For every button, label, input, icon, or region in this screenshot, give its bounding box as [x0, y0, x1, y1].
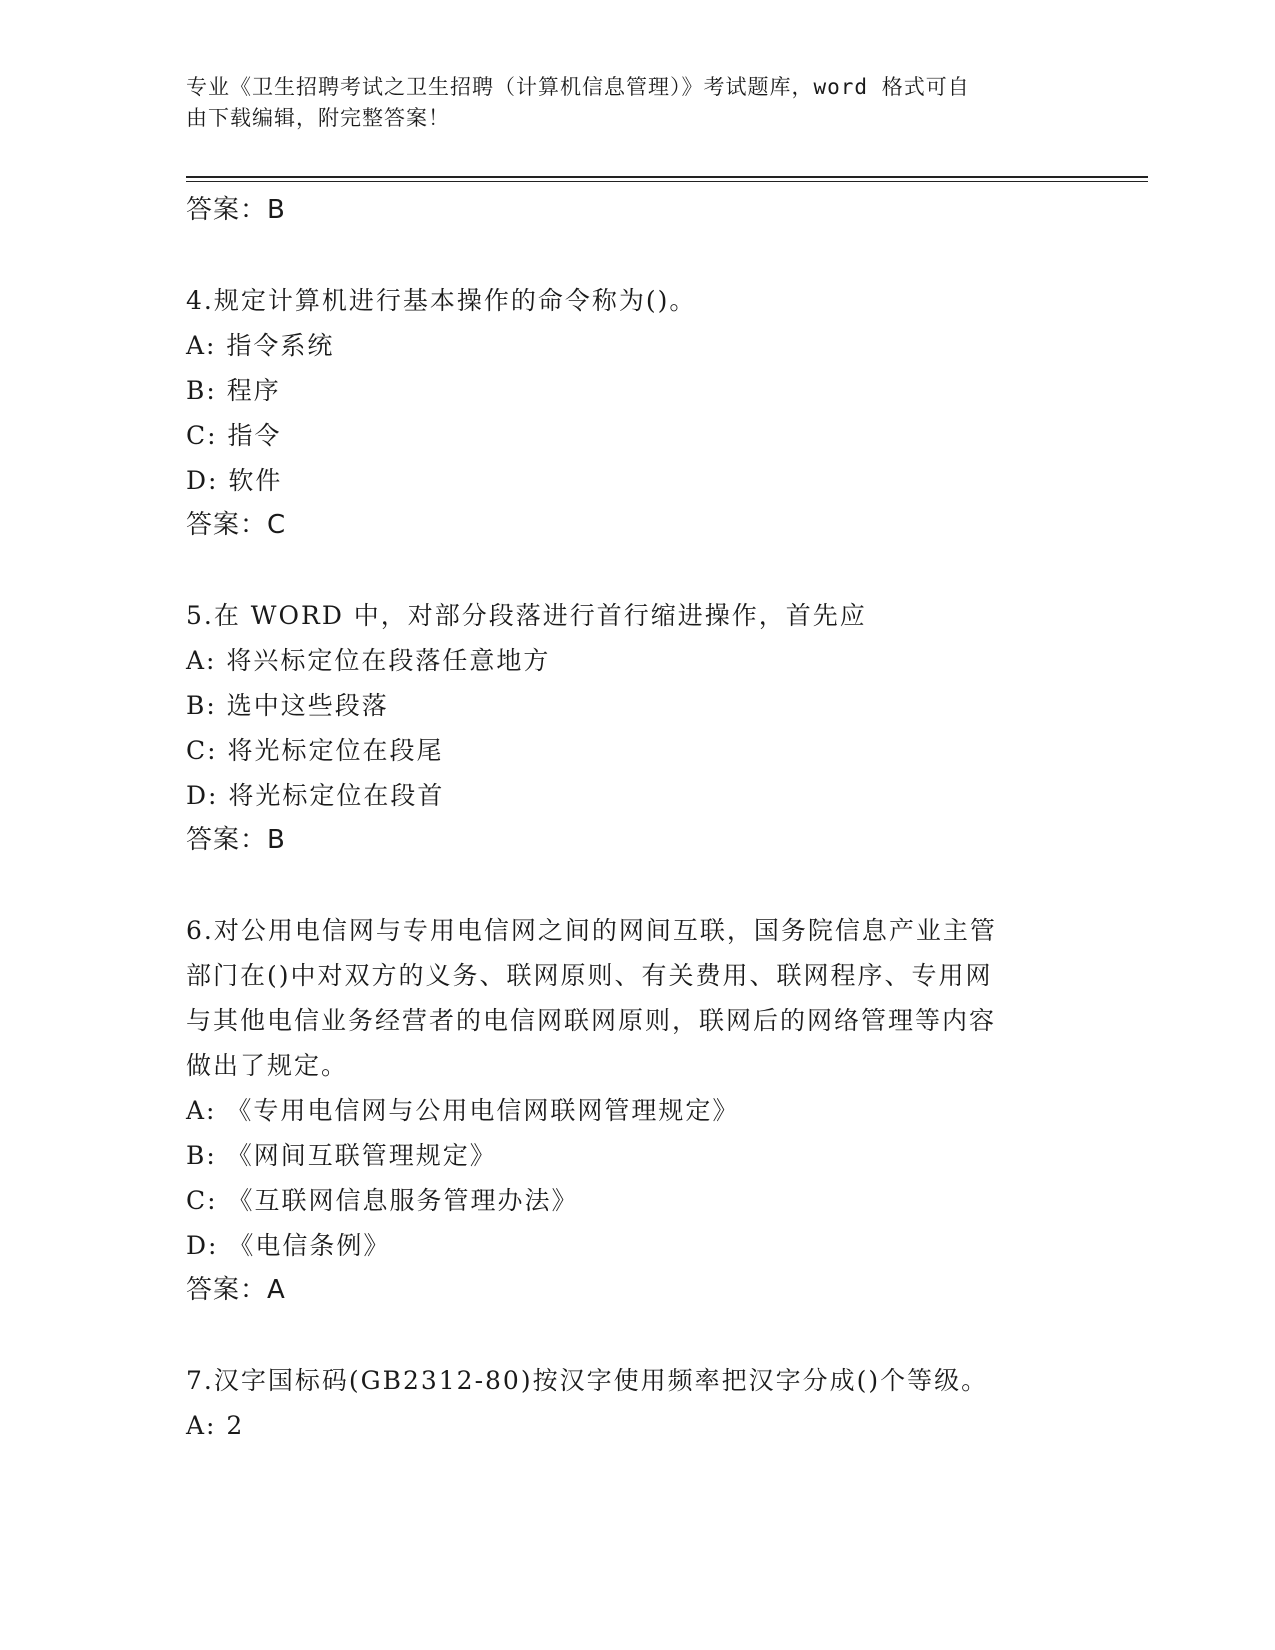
answer: 答案：A [186, 1275, 286, 1305]
header-divider-thin [186, 181, 1148, 182]
question-stem: 7.汉字国标码(GB2312-80)按汉字使用频率把汉字分成()个等级。 [186, 1366, 989, 1395]
spacer [186, 863, 1066, 908]
question-list [186, 188, 1066, 1448]
question-stem: 4.规定计算机进行基本操作的命令称为()。 [186, 286, 697, 315]
option-b: B: 程序 [186, 376, 281, 405]
option-c: C: 将光标定位在段尾 [186, 736, 444, 765]
option-c: C: 指令 [186, 421, 282, 450]
header-line-2: 由下载编辑，附完整答案！ [186, 106, 450, 130]
header-line-1: 专业《卫生招聘考试之卫生招聘（计算机信息管理）》考试题库，word 格式可自 [186, 75, 970, 99]
previous-answer: 答案：B [186, 195, 286, 225]
question-5 [186, 593, 1066, 863]
document-header [186, 72, 1066, 134]
question-stem: 5.在 WORD 中，对部分段落进行首行缩进操作，首先应 [186, 601, 867, 630]
option-c: C: 《互联网信息服务管理办法》 [186, 1186, 579, 1215]
question-7 [186, 1358, 1066, 1448]
option-b: B: 《网间互联管理规定》 [186, 1141, 497, 1170]
spacer [186, 1313, 1066, 1358]
question-4 [186, 278, 1066, 548]
question-stem-line-3: 与其他电信业务经营者的电信网联网原则，联网后的网络管理等内容 [186, 1006, 997, 1035]
answer: 答案：B [186, 825, 286, 855]
header-divider-thick [186, 176, 1148, 178]
question-stem-line-2: 部门在()中对双方的义务、联网原则、有关费用、联网程序、专用网 [186, 961, 993, 990]
option-a: A: 将兴标定位在段落任意地方 [186, 646, 551, 675]
option-a: A: 指令系统 [186, 331, 335, 360]
option-d: D: 《电信条例》 [186, 1231, 391, 1260]
option-a: A: 《专用电信网与公用电信网联网管理规定》 [186, 1096, 740, 1125]
spacer [186, 233, 1066, 278]
option-b: B: 选中这些段落 [186, 691, 389, 720]
option-d: D: 软件 [186, 466, 283, 495]
question-stem-line-1: 6.对公用电信网与专用电信网之间的网间互联，国务院信息产业主管 [186, 916, 997, 945]
spacer [186, 548, 1066, 593]
option-d: D: 将光标定位在段首 [186, 781, 445, 810]
answer: 答案：C [186, 510, 287, 540]
option-a: A: 2 [186, 1411, 245, 1440]
question-6 [186, 908, 1066, 1313]
question-stem-line-4: 做出了规定。 [186, 1051, 349, 1080]
